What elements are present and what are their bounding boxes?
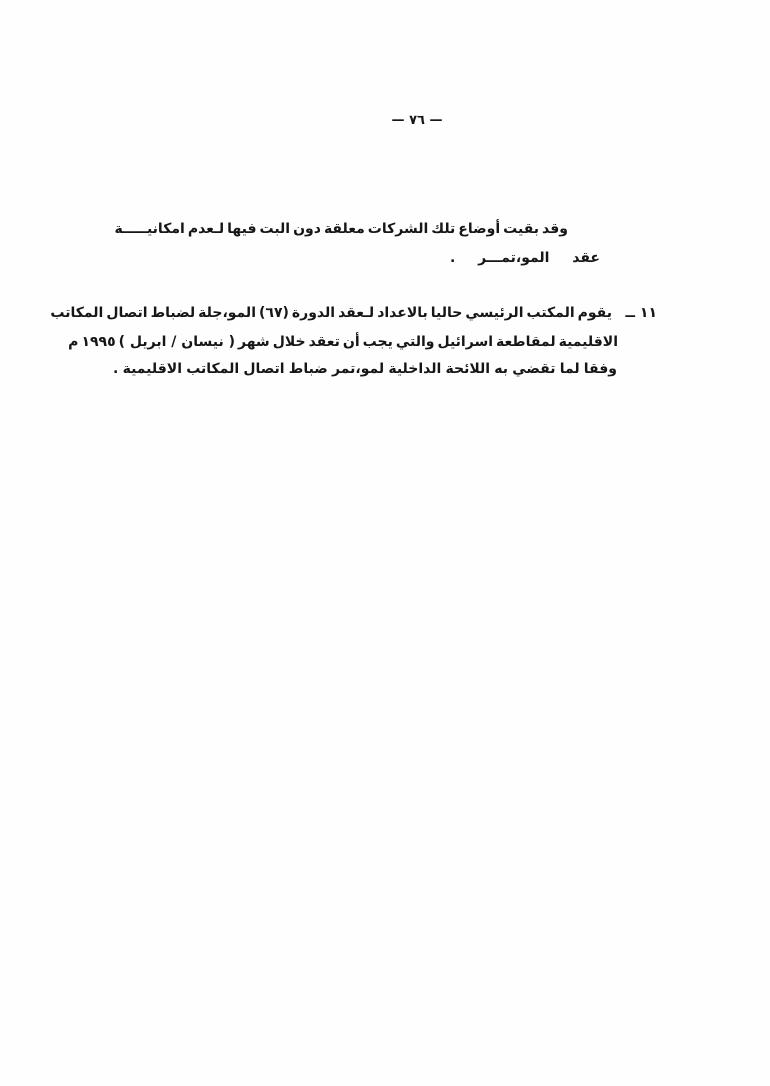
- word: المكاتب: [50, 305, 104, 321]
- word: شهر: [237, 334, 270, 350]
- word: دون: [293, 221, 321, 237]
- word: البت: [259, 221, 291, 237]
- word: ضباط: [288, 361, 328, 377]
- word: به: [494, 361, 508, 377]
- word: فيها: [227, 221, 257, 237]
- word: امكانيـــــة: [114, 221, 185, 237]
- word: أن: [342, 334, 360, 350]
- word: تقضي: [512, 361, 556, 377]
- word: معلقة: [323, 221, 365, 237]
- word: اللائحة: [445, 361, 491, 377]
- word: لما: [559, 361, 580, 377]
- word: الرئيسي: [465, 305, 524, 321]
- word: .: [113, 361, 119, 377]
- word: الشركات: [367, 221, 429, 237]
- word: لضباط: [150, 305, 196, 321]
- word: .: [450, 250, 456, 266]
- word: المو،تمـــر: [478, 250, 550, 266]
- word: تلك: [431, 221, 456, 237]
- word: أوضاع: [458, 221, 501, 237]
- word: والتي: [395, 334, 435, 350]
- word: اسرائيل: [437, 334, 494, 350]
- word: بالاعداد: [377, 305, 428, 321]
- word: وقد: [542, 221, 568, 237]
- word: بقيت: [503, 221, 540, 237]
- word: الداخلية: [388, 361, 442, 377]
- word: وفقا: [583, 361, 617, 377]
- word: يجب: [362, 334, 393, 350]
- word: م: [68, 334, 79, 350]
- word: لمو،تمر: [332, 361, 385, 377]
- word: تعقد: [308, 334, 340, 350]
- word: حاليا: [430, 305, 463, 321]
- word: لـعدم: [187, 221, 225, 237]
- page-number: — ٧٦ —: [391, 113, 443, 128]
- word: المكاتب: [186, 361, 240, 377]
- word: الاقليمية: [122, 361, 182, 377]
- word: الاقليمية: [558, 334, 618, 350]
- paragraph-line-1: [115, 220, 568, 239]
- word: لمقاطعة: [496, 334, 556, 350]
- word: اتصال: [243, 361, 285, 377]
- word: ( نيسان / ابريل ): [118, 334, 235, 350]
- word: المكتب: [526, 305, 575, 321]
- word: يقوم: [577, 305, 612, 321]
- word: ١٩٩٥: [81, 334, 116, 350]
- word: الدورة: [291, 305, 336, 321]
- word: عقد: [572, 250, 600, 266]
- word: لـعقد: [338, 305, 375, 321]
- word: (٦٧): [259, 305, 289, 321]
- item-11-line-2: [68, 333, 618, 352]
- item-11-number: ١١ ــ: [625, 305, 657, 321]
- word: اتصال: [106, 305, 148, 321]
- word: المو،جلة: [198, 305, 256, 321]
- paragraph-line-2: [450, 249, 600, 268]
- item-11-line-3: [113, 360, 617, 379]
- word: خلال: [272, 334, 306, 350]
- item-11-line-1: [50, 304, 612, 323]
